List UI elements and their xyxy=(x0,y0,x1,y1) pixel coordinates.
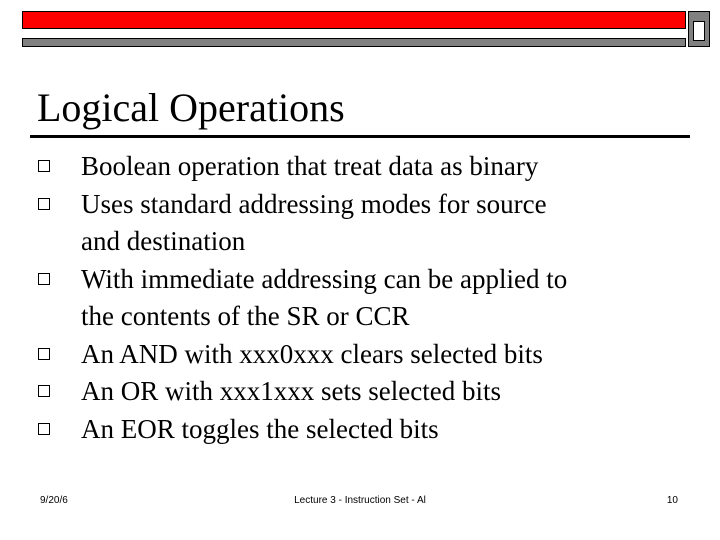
bullet-list xyxy=(38,148,698,448)
bullet-text: An AND with xxx0xxx clears selected bits xyxy=(81,338,543,369)
square-bullet-icon xyxy=(38,273,50,285)
bullet-item xyxy=(38,148,698,186)
slide-title: Logical Operations xyxy=(37,85,345,130)
bullet-text: Uses standard addressing modes for source xyxy=(81,188,547,219)
top-corner-inner xyxy=(693,21,705,41)
square-bullet-icon xyxy=(38,198,50,210)
bullet-text: With immediate addressing can be applied to xyxy=(81,263,568,294)
square-bullet-icon xyxy=(38,385,50,397)
top-decorative-bar xyxy=(22,11,688,41)
square-bullet-icon xyxy=(38,423,50,435)
bullet-item xyxy=(38,261,698,336)
top-red-stripe xyxy=(22,11,686,29)
bullet-text: the contents of the SR or CCR xyxy=(81,301,410,331)
bullet-text: and destination xyxy=(81,226,246,256)
square-bullet-icon xyxy=(38,160,50,172)
bullet-item xyxy=(38,336,698,374)
bullet-item xyxy=(38,411,698,449)
footer-lecture-title: Lecture 3 - Instruction Set - Al xyxy=(294,495,426,506)
top-gray-stripe xyxy=(22,38,686,47)
bullet-item xyxy=(38,373,698,411)
bullet-text: An EOR toggles the selected bits xyxy=(81,413,439,444)
bullet-text: An OR with xxx1xxx sets selected bits xyxy=(81,376,501,406)
square-bullet-icon xyxy=(38,348,50,360)
bullet-item xyxy=(38,186,698,261)
title-underline xyxy=(30,135,690,138)
bullet-text: Boolean operation that treat data as binary xyxy=(81,151,539,181)
footer-page-number: 10 xyxy=(666,495,678,506)
footer-date: 9/20/6 xyxy=(40,495,68,506)
